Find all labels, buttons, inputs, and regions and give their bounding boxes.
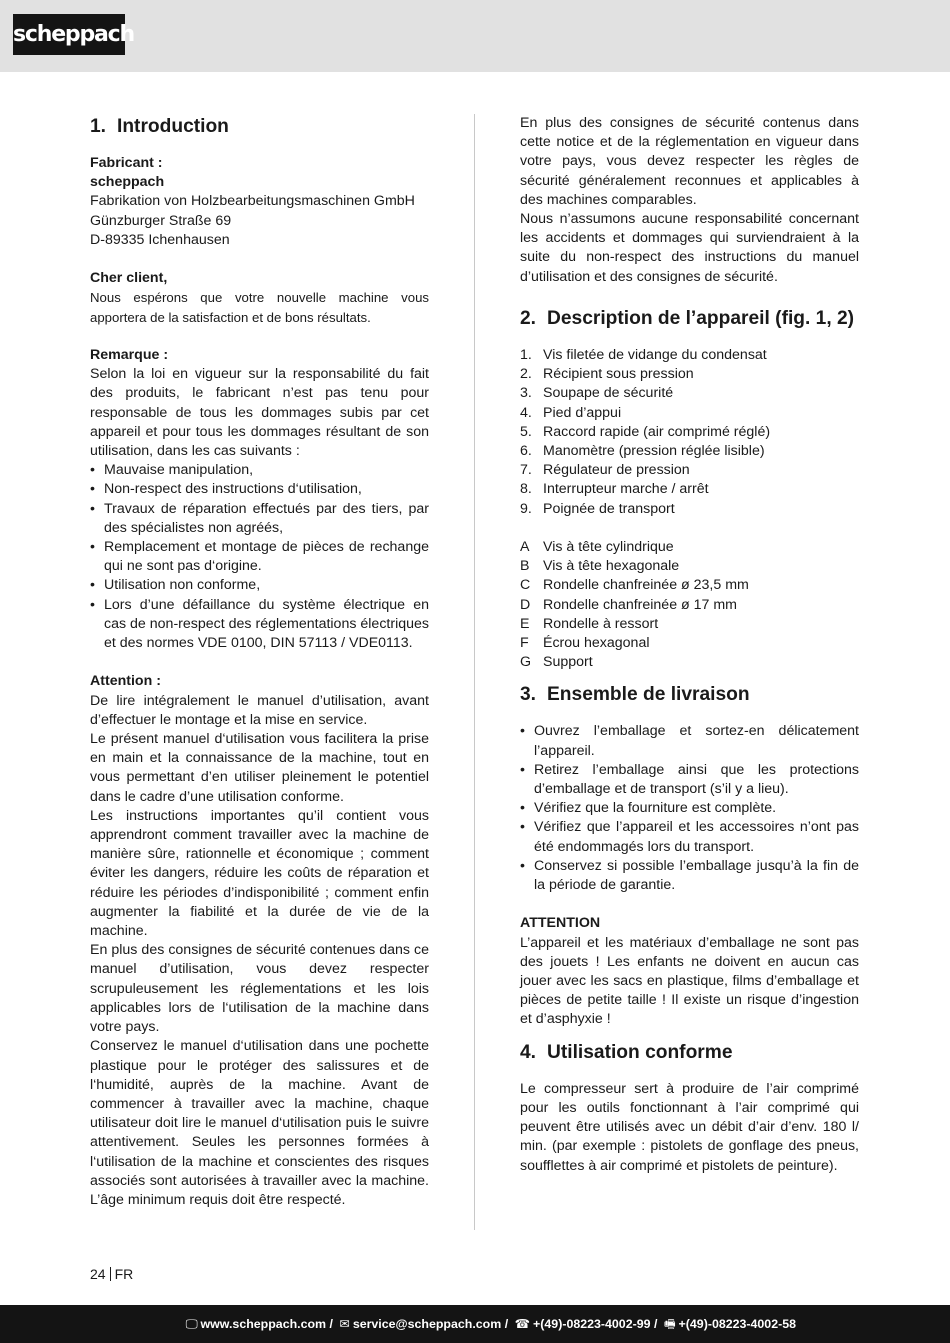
item-text: Interrupteur marche / arrêt xyxy=(543,481,709,498)
page-number-value: 24 xyxy=(90,1266,106,1282)
item-key: D xyxy=(520,596,531,613)
utilisation-text: Le compresseur sert à produire de l’air comprimé pour les outils fonctionnant à l’air comprimé qui peuvent être utilisés avec un débit d’air d’env. 180 l/ min. (par exemple : pistolets de gonflage des pneus, soufflettes à air comprimé et pistolets de peinture). xyxy=(520,1080,859,1174)
list-item xyxy=(520,442,859,461)
item-text: Régulateur de pression xyxy=(543,462,690,479)
item-text: Rondelle chanfreinée ø 23,5 mm xyxy=(543,577,749,594)
fabricant-name: scheppach xyxy=(90,174,165,191)
list-item xyxy=(520,346,859,365)
item-key: 8. xyxy=(520,481,532,498)
list-item xyxy=(520,557,859,576)
item-key: G xyxy=(520,654,532,671)
list-item: • Mauvaise manipulation, xyxy=(90,461,429,480)
parts-list-lettered xyxy=(520,538,859,672)
page-number xyxy=(90,1265,133,1283)
section-title-livraison xyxy=(520,682,859,708)
list-item: • Non-respect des instructions d‘utilisation, xyxy=(90,480,429,499)
remarque-text: Selon la loi en vigueur sur la responsabilité du fait des produits, le fabricant n’est pas tenu pour responsable de tous les dommages subis par cet appareil et pour tous les dommages résultant de son utilisation, dans les cas suivants : xyxy=(90,366,429,460)
mail-icon: ✉ xyxy=(339,1317,350,1331)
fabricant-address-line: Günzburger Straße 69 xyxy=(90,212,232,229)
list-item xyxy=(520,634,859,653)
item-text: Vis à tête cylindrique xyxy=(543,539,674,556)
item-text: Support xyxy=(543,654,593,671)
list-item xyxy=(520,538,859,557)
section-title-text: Utilisation conforme xyxy=(547,1041,733,1063)
item-key: 3. xyxy=(520,385,532,402)
list-item xyxy=(520,615,859,634)
remarque-label: Remarque : xyxy=(90,347,169,363)
section-title-text: Introduction xyxy=(117,116,229,137)
item-text: Vis filetée de vidange du condensat xyxy=(543,347,767,364)
section-title-utilisation xyxy=(520,1040,859,1066)
scheppach-logo: scheppach xyxy=(13,14,125,55)
list-item: • Vérifiez que l’appareil et les accessoires n’ont pas été endommagés lors du transport. xyxy=(520,818,859,856)
client-text: Nous espérons que votre nouvelle machine vous apportera de la satisfaction et de bons résultats. xyxy=(90,290,429,325)
section-number: 1. xyxy=(90,116,107,137)
list-item: • Vérifiez que la fourniture est complète. xyxy=(520,799,859,818)
fabricant-address-line: D-89335 Ichenhausen xyxy=(90,231,230,248)
section-number: 3. xyxy=(520,684,537,706)
list-item: • Ouvrez l’emballage et sortez-en délicatement l’appareil. xyxy=(520,722,859,760)
page-separator xyxy=(110,1267,111,1281)
header-bar xyxy=(0,0,950,72)
footer-bar xyxy=(0,1305,950,1343)
list-item: • Travaux de réparation effectués par des tiers, par des spécialistes non agréés, xyxy=(90,500,429,538)
website-link[interactable]: www.scheppach.com / xyxy=(200,1317,333,1331)
list-item xyxy=(520,500,859,519)
computer-icon: 🖵 xyxy=(185,1317,198,1331)
phone-icon: ☎ xyxy=(514,1317,531,1331)
attention-caps-text: L’appareil et les matériaux d’emballage ne sont pas des jouets ! Les enfants ne doivent en aucun cas jouer avec les sacs en plastique, films d’emballage et pièces de petite taille ! Il existe un risque d’ingestion et d’asphyxie ! xyxy=(520,934,859,1028)
list-item: • Retirez l’emballage ainsi que les protections d’emballage et de transport (s’il y a lieu). xyxy=(520,761,859,799)
list-item xyxy=(520,423,859,442)
item-text: Pied d’appui xyxy=(543,404,622,421)
item-text: Rondelle à ressort xyxy=(543,615,659,632)
item-text: Vis à tête hexagonale xyxy=(543,558,680,575)
fabricant-label: Fabricant : xyxy=(90,155,163,171)
item-key: 5. xyxy=(520,423,532,440)
phone-number: +(49)-08223-4002-99 / xyxy=(533,1317,658,1331)
item-text: Rondelle chanfreinée ø 17 mm xyxy=(543,596,737,613)
fabricant-address-line: Fabrikation von Holzbearbeitungsmaschinen GmbH xyxy=(90,193,415,210)
section-title-introduction xyxy=(90,114,429,140)
email-link[interactable]: service@scheppach.com / xyxy=(352,1317,509,1331)
item-key: A xyxy=(520,539,530,556)
item-key: 1. xyxy=(520,347,532,364)
item-text: Écrou hexagonal xyxy=(543,635,650,652)
item-text: Soupape de sécurité xyxy=(543,385,674,402)
item-key: 2. xyxy=(520,366,532,383)
section-title-text: Description de l’appareil (fig. 1, 2) xyxy=(547,308,855,330)
language-code: FR xyxy=(114,1266,134,1282)
list-item xyxy=(520,365,859,384)
list-item xyxy=(520,653,859,672)
item-key: F xyxy=(520,635,529,652)
item-text: Raccord rapide (air comprimé réglé) xyxy=(543,423,771,440)
remarque-list xyxy=(90,461,429,653)
contact-info xyxy=(186,1305,796,1343)
list-item: • Remplacement et montage de pièces de rechange qui ne sont pas d‘origine. xyxy=(90,538,429,576)
list-item: • Lors d’une défaillance du système électrique en cas de non-respect des réglementations électriques et des normes VDE 0100, DIN 57113 / VDE0113. xyxy=(90,596,429,654)
section-title-description xyxy=(520,306,859,332)
client-label: Cher client, xyxy=(90,270,168,287)
section-title-text: Ensemble de livraison xyxy=(547,684,750,706)
right-column xyxy=(520,114,859,1176)
item-key: 9. xyxy=(520,500,532,517)
list-item xyxy=(520,384,859,403)
item-text: Récipient sous pression xyxy=(543,366,694,383)
item-key: B xyxy=(520,558,530,575)
attention-label: Attention : xyxy=(90,673,161,690)
item-key: 7. xyxy=(520,462,532,479)
attention-paragraph: Conservez le manuel d‘utilisation dans une pochette plastique pour le protéger des salissures et de l‘humidité, auprès de la machine. Avant de commencer à travailler avec la machine, chaque utilisateur doit lire le manuel d‘utilisation puis le suivre attentivement. Seules les personnes formées à l‘utilisation de la machine et conscientes des risques associés sont autorisées à travailler avec la machine. L’âge minimum requis doit être respecté. xyxy=(90,1038,429,1208)
item-key: C xyxy=(520,577,531,594)
livraison-list xyxy=(520,722,859,895)
left-column xyxy=(90,114,429,1210)
list-item xyxy=(520,576,859,595)
safety-paragraph: En plus des consignes de sécurité contenus dans cette notice et de la réglementation en vigueur dans votre pays, vous devez respecter les règles de sécurité généralement reconnues et applicables à des machines comparables. xyxy=(520,115,859,208)
attention-paragraph: De lire intégralement le manuel d’utilisation, avant d’effectuer le montage et la mise en service. xyxy=(90,692,429,728)
fax-icon: 🖷 xyxy=(663,1317,676,1331)
fax-number: +(49)-08223-4002-58 xyxy=(678,1317,796,1331)
list-item xyxy=(520,461,859,480)
safety-paragraph: Nous n’assumons aucune responsabilité concernant les accidents et dommages qui surviendraient à la suite du non-respect des instructions du manuel d’utilisation et des consignes de sécurité. xyxy=(520,211,859,285)
item-key: 4. xyxy=(520,404,532,421)
attention-caps-label: ATTENTION xyxy=(520,915,601,932)
section-number: 2. xyxy=(520,308,537,330)
list-item xyxy=(520,480,859,499)
section-number: 4. xyxy=(520,1041,537,1063)
attention-paragraph: Les instructions importantes qu’il contient vous apprendront comment travailler avec la machine de manière sûre, rationnelle et économique ; comment éviter les dangers, réduire les coûts de réparation et réduire les périodes d’indisponibilité ; comment enfin augmenter la fiabilité et la durée de vie de la machine. xyxy=(90,807,429,940)
item-key: E xyxy=(520,615,530,632)
attention-paragraph: En plus des consignes de sécurité contenues dans ce manuel d’utilisation, vous devez respecter scrupuleusement les réglementations et les lois applicables lors de l‘utilisation de la machine dans votre pays. xyxy=(90,942,429,1036)
column-divider xyxy=(474,114,475,1230)
item-text: Poignée de transport xyxy=(543,500,675,517)
item-text: Manomètre (pression réglée lisible) xyxy=(543,443,765,460)
list-item: • Conservez si possible l’emballage jusqu’à la fin de la période de garantie. xyxy=(520,857,859,895)
item-key: 6. xyxy=(520,443,532,460)
parts-list-numbered xyxy=(520,346,859,519)
list-item: • Utilisation non conforme, xyxy=(90,576,429,595)
attention-paragraph: Le présent manuel d‘utilisation vous facilitera la prise en main et la connaissance de la machine, tout en vous permettant d’en utiliser pleinement le potentiel dans le cadre d’une utilisation conforme. xyxy=(90,731,429,805)
list-item xyxy=(520,596,859,615)
list-item xyxy=(520,404,859,423)
